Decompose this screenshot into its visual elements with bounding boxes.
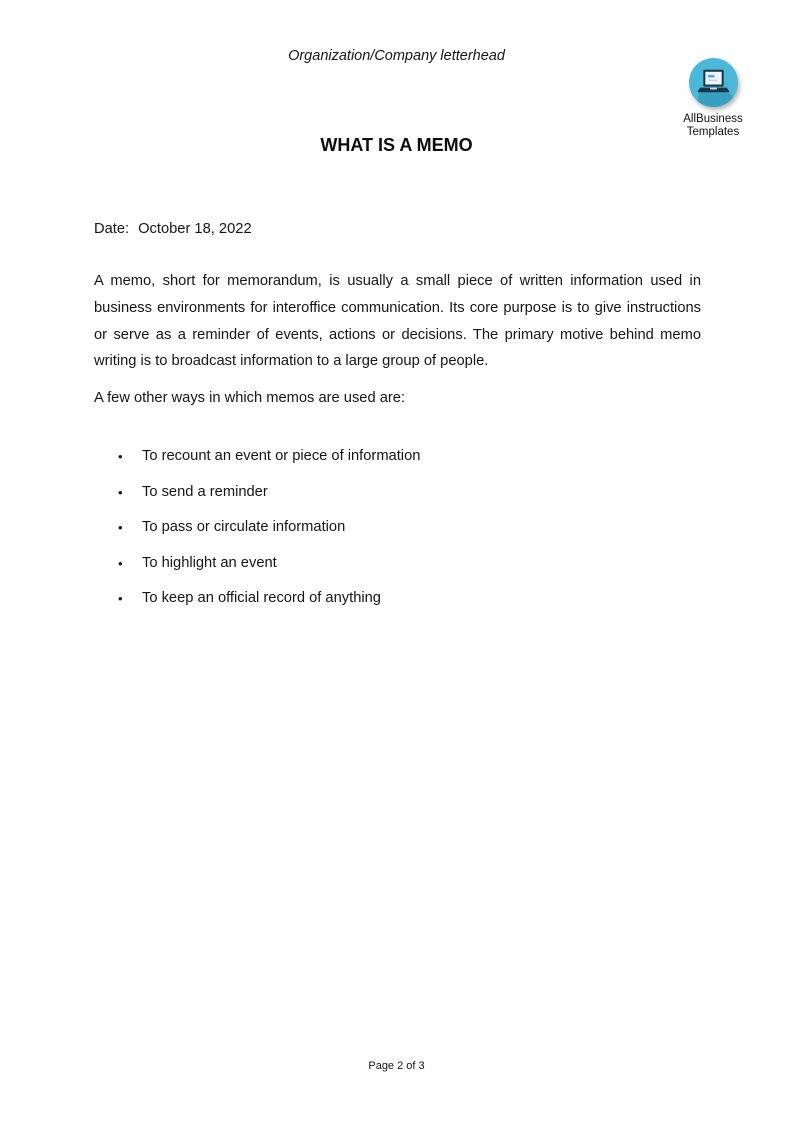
bullet-icon: • [118, 449, 123, 464]
brand-logo [658, 58, 768, 138]
bullet-list-intro: A few other ways in which memos are used are: [94, 390, 406, 406]
list-item-text: To highlight an event [142, 554, 277, 571]
letterhead-placeholder: Organization/Company letterhead [288, 48, 505, 64]
date-value: October 18, 2022 [138, 221, 252, 237]
list-item [94, 448, 701, 465]
memo-definition-paragraph: A memo, short for memorandum, is usually a small piece of written information used in business environments for interoffice communication. Its core purpose is to give instructions or serve as a reminder of events, actions or decisions. The primary motive behind memo writing is to broadcast information to a large group of people. [94, 273, 701, 370]
bullet-icon: • [118, 484, 123, 500]
laptop-icon [689, 58, 738, 107]
list-item-text: To send a reminder [142, 483, 268, 500]
list-item-text: To recount an event or piece of information [142, 448, 421, 464]
memo-uses-list [94, 448, 701, 626]
page-title: WHAT IS A MEMO [320, 135, 473, 155]
list-item-text: To keep an official record of anything [142, 590, 381, 607]
bullet-icon: • [118, 555, 123, 571]
page-number-footer: Page 2 of 3 [368, 1060, 425, 1072]
date-line [94, 221, 252, 237]
bullet-icon: • [118, 591, 123, 607]
logo-text-line2: Templates [686, 126, 740, 138]
list-item-text: To pass or circulate information [142, 519, 346, 536]
bullet-icon: • [118, 520, 123, 536]
logo-text-line1: AllBusiness [683, 113, 743, 125]
list-item [94, 555, 701, 572]
list-item [94, 484, 701, 501]
list-item [94, 519, 701, 536]
list-item [94, 590, 701, 607]
date-label: Date: [94, 221, 130, 237]
